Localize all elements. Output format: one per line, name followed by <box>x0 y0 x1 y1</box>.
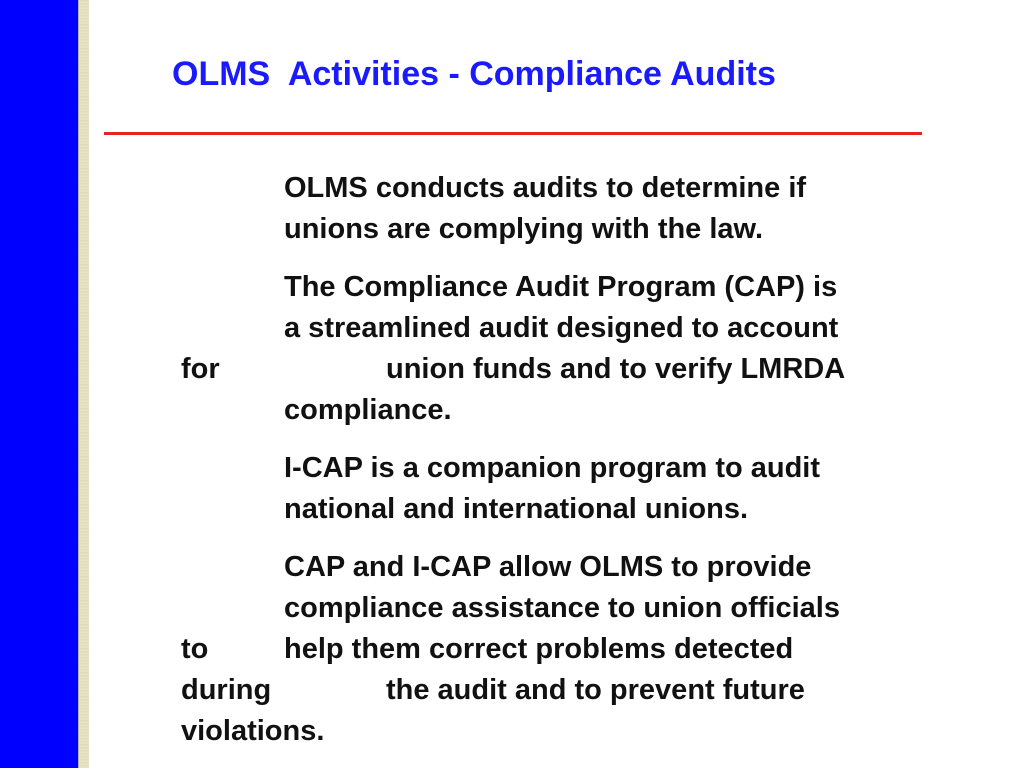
body-line: for <box>181 353 220 385</box>
body-line: the audit and to prevent future <box>386 674 805 706</box>
body-line: The Compliance Audit Program (CAP) is <box>284 271 838 303</box>
body-line: violations. <box>181 715 325 747</box>
body-line: CAP and I-CAP allow OLMS to provide <box>284 551 812 583</box>
slide-title: OLMS Activities - Compliance Audits <box>172 55 776 93</box>
body-line: to <box>181 633 209 665</box>
body-line: help them correct problems detected <box>284 633 794 665</box>
sidebar-textured-edge <box>78 0 89 768</box>
body-line: a streamlined audit designed to account <box>284 312 839 344</box>
body-line: OLMS conducts audits to determine if <box>284 172 807 204</box>
body-line: during <box>181 674 272 706</box>
body-line: unions are complying with the law. <box>284 213 764 245</box>
left-blue-sidebar <box>0 0 78 768</box>
title-divider <box>104 132 922 135</box>
body-line: I-CAP is a companion program to audit <box>284 452 821 484</box>
body-line: compliance assistance to union officials <box>284 592 840 624</box>
body-line: compliance. <box>284 394 452 426</box>
body-line: national and international unions. <box>284 493 749 525</box>
body-line: union funds and to verify LMRDA <box>386 353 846 385</box>
